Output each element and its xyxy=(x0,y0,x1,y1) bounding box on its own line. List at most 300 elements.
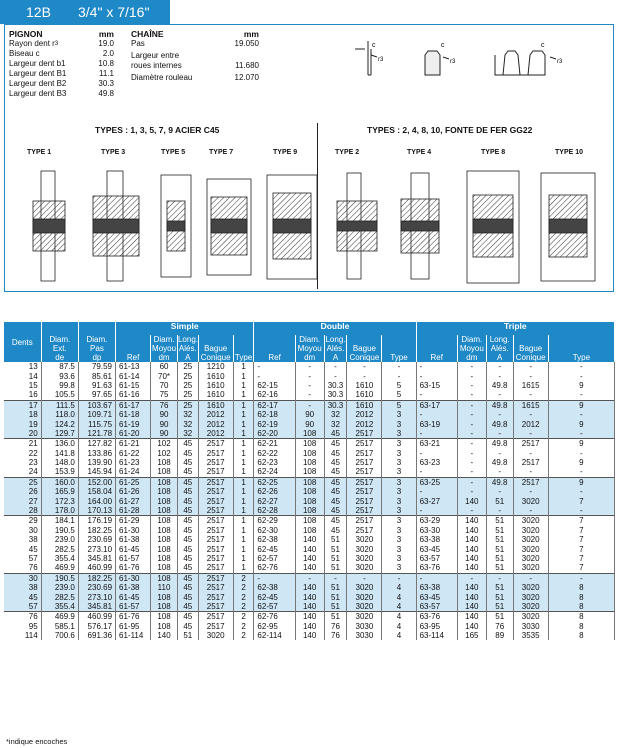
table-cell: 90 xyxy=(295,410,324,419)
table-cell: - xyxy=(295,390,324,400)
table-cell: 63-95 xyxy=(416,622,457,631)
table-cell: 61-38 xyxy=(116,583,151,592)
col-header: Diam. Moyou dm xyxy=(457,335,486,362)
table-cell: 2517 xyxy=(198,592,233,601)
pignon-value: 30.3 xyxy=(98,79,114,88)
table-cell: 108 xyxy=(295,439,324,449)
table-cell: - xyxy=(382,362,416,371)
table-cell: 4 xyxy=(382,622,416,631)
table-cell: 2517 xyxy=(198,602,233,612)
table-cell: 1 xyxy=(233,487,254,496)
table-cell: 108 xyxy=(295,487,324,496)
table-cell: 70* xyxy=(151,371,178,380)
col-header: Bague Conique xyxy=(347,335,382,362)
table-cell: 108 xyxy=(151,458,178,467)
table-cell: 90 xyxy=(151,410,178,419)
table-cell: 585.1 xyxy=(41,622,78,631)
table-cell: 57 xyxy=(4,554,41,563)
table-cell: 90 xyxy=(295,419,324,428)
table-cell: 9 xyxy=(548,381,614,390)
table-cell: 2517 xyxy=(347,458,382,467)
pignon-unit: mm xyxy=(98,29,114,39)
table-cell: 165.9 xyxy=(41,487,78,496)
table-cell: - xyxy=(457,506,486,516)
table-cell: 76 xyxy=(4,563,41,573)
table-cell: 62-27 xyxy=(254,496,295,505)
pignon-label: Rayon dent r xyxy=(9,39,55,48)
table-cell: 2517 xyxy=(347,526,382,535)
table-cell: 1 xyxy=(233,477,254,487)
table-cell: 355.4 xyxy=(41,554,78,563)
table-cell: 61-57 xyxy=(116,554,151,563)
table-cell: 51 xyxy=(324,563,347,573)
table-cell: 1 xyxy=(233,400,254,410)
table-cell: 140 xyxy=(295,544,324,553)
table-cell: 108 xyxy=(151,496,178,505)
table-cell: 97.65 xyxy=(78,390,115,400)
table-cell: 30.3 xyxy=(324,381,347,390)
table-cell: 182.25 xyxy=(78,526,115,535)
table-cell: 19 xyxy=(4,419,41,428)
table-cell: 45 xyxy=(177,467,198,477)
pignon-value: 11.1 xyxy=(99,69,114,78)
table-cell: - xyxy=(513,390,548,400)
table-cell: 1610 xyxy=(198,390,233,400)
table-cell: 108 xyxy=(295,506,324,516)
table-cell: 32 xyxy=(177,429,198,439)
table-cell: 63-23 xyxy=(416,458,457,467)
table-cell: - xyxy=(457,381,486,390)
table-cell: 108 xyxy=(295,496,324,505)
table-cell: - xyxy=(486,362,513,371)
table-cell: 63-38 xyxy=(416,535,457,544)
col-header: Diam. Moyou dm xyxy=(295,335,324,362)
table-cell: 118.0 xyxy=(41,410,78,419)
table-cell: 62-114 xyxy=(254,631,295,640)
table-cell: 18 xyxy=(4,410,41,419)
table-cell: 45 xyxy=(324,487,347,496)
table-cell: 61-95 xyxy=(116,622,151,631)
table-cell: 108 xyxy=(151,477,178,487)
table-cell: 140 xyxy=(457,592,486,601)
type-label: TYPE 7 xyxy=(209,149,234,156)
table-cell: 4 xyxy=(382,583,416,592)
table-cell: 108 xyxy=(295,516,324,526)
table-cell: - xyxy=(513,573,548,583)
table-cell: 75 xyxy=(151,390,178,400)
table-cell: 63-15 xyxy=(416,381,457,390)
table-cell: 2517 xyxy=(347,487,382,496)
table-row xyxy=(4,506,615,516)
table-cell: 5 xyxy=(382,400,416,410)
table-cell: 25 xyxy=(177,371,198,380)
table-cell: 17 xyxy=(4,400,41,410)
col-header: Diam. Pas dp xyxy=(78,322,115,362)
table-cell: 70 xyxy=(151,381,178,390)
col-header: Ref xyxy=(416,335,457,362)
table-cell: 51 xyxy=(324,592,347,601)
table-cell: 140 xyxy=(295,583,324,592)
header-bar xyxy=(0,0,170,24)
table-cell: 51 xyxy=(486,554,513,563)
table-cell: 8 xyxy=(548,583,614,592)
table-row xyxy=(4,487,615,496)
table-cell: 62-21 xyxy=(254,439,295,449)
table-cell: 3020 xyxy=(513,554,548,563)
table-cell: 2517 xyxy=(198,467,233,477)
table-cell: 51 xyxy=(486,535,513,544)
table-cell: - xyxy=(457,449,486,458)
col-header: Ref xyxy=(254,335,295,362)
col-header: Bague Conique xyxy=(513,335,548,362)
pignon-label: Largeur dent B2 xyxy=(9,79,67,88)
table-cell: 3 xyxy=(382,419,416,428)
table-cell: - xyxy=(513,410,548,419)
sprocket-drawings xyxy=(11,161,611,289)
table-cell: 49.8 xyxy=(486,439,513,449)
table-cell: - xyxy=(416,467,457,477)
table-cell: 61-20 xyxy=(116,429,151,439)
table-cell: 1610 xyxy=(347,381,382,390)
table-cell: 108 xyxy=(151,563,178,573)
table-cell: 30.3 xyxy=(324,400,347,410)
table-cell: 124.2 xyxy=(41,419,78,428)
table-row xyxy=(4,544,615,553)
table-cell: 108 xyxy=(295,526,324,535)
table-cell: 62-15 xyxy=(254,381,295,390)
table-cell: 3020 xyxy=(347,544,382,553)
table-cell: 51 xyxy=(486,516,513,526)
table-cell: 62-38 xyxy=(254,535,295,544)
table-cell: 79.59 xyxy=(78,362,115,371)
table-cell: 99.8 xyxy=(41,381,78,390)
table-cell: 148.0 xyxy=(41,458,78,467)
table-cell: - xyxy=(347,371,382,380)
table-cell: 164.00 xyxy=(78,496,115,505)
table-cell: 3 xyxy=(382,563,416,573)
table-cell: 61-30 xyxy=(116,526,151,535)
table-cell: 140 xyxy=(457,544,486,553)
table-cell: 24 xyxy=(4,467,41,477)
col-header: Dents xyxy=(4,322,41,362)
pignon-title: PIGNON xyxy=(9,29,43,39)
table-cell: - xyxy=(457,467,486,477)
table-cell: - xyxy=(295,381,324,390)
table-cell: 61-17 xyxy=(116,400,151,410)
table-cell: 145.94 xyxy=(78,467,115,477)
table-cell: 61-45 xyxy=(116,592,151,601)
table-cell: 108 xyxy=(295,429,324,439)
profile-c-label-1: c xyxy=(372,42,376,49)
table-cell: - xyxy=(486,573,513,583)
chaine-value: 12.070 xyxy=(234,73,259,82)
table-row xyxy=(4,477,615,487)
table-cell: 108 xyxy=(151,526,178,535)
table-cell: 51 xyxy=(486,526,513,535)
table-cell: 2517 xyxy=(198,573,233,583)
table-cell: - xyxy=(457,477,486,487)
types-acier-title: TYPES : 1, 3, 5, 7, 9 ACIER C45 xyxy=(95,125,220,135)
table-cell: 87.5 xyxy=(41,362,78,371)
table-cell: 30 xyxy=(4,573,41,583)
table-cell: - xyxy=(486,506,513,516)
table-cell: - xyxy=(457,429,486,439)
table-cell: 3 xyxy=(382,477,416,487)
table-cell: 4 xyxy=(382,631,416,640)
table-cell: 140 xyxy=(457,516,486,526)
table-cell: 2517 xyxy=(513,477,548,487)
table-cell: 178.0 xyxy=(41,506,78,516)
table-cell: 63-45 xyxy=(416,544,457,553)
table-cell: 61-16 xyxy=(116,390,151,400)
table-cell: 114 xyxy=(4,631,41,640)
table-cell: 8 xyxy=(548,592,614,601)
table-cell: 3020 xyxy=(347,554,382,563)
table-cell: - xyxy=(486,390,513,400)
table-cell: 2517 xyxy=(513,439,548,449)
table-cell: 139.90 xyxy=(78,458,115,467)
table-cell: 273.10 xyxy=(78,544,115,553)
table-cell: 1 xyxy=(233,544,254,553)
table-row xyxy=(4,516,615,526)
table-cell: 3030 xyxy=(513,622,548,631)
chain-size: 3/4" x 7/16" xyxy=(78,4,150,20)
table-cell: 30.3 xyxy=(324,390,347,400)
table-cell: 45 xyxy=(177,612,198,622)
table-cell: 2517 xyxy=(198,622,233,631)
table-cell: 469.9 xyxy=(41,612,78,622)
table-cell: 1 xyxy=(233,563,254,573)
table-cell: - xyxy=(457,439,486,449)
table-cell: 62-19 xyxy=(254,419,295,428)
table-cell: 61-38 xyxy=(116,535,151,544)
table-cell: - xyxy=(416,362,457,371)
table-cell: 45 xyxy=(177,449,198,458)
table-cell: 140 xyxy=(295,631,324,640)
table-cell: 76 xyxy=(486,622,513,631)
table-cell: 9 xyxy=(548,419,614,428)
pignon-row xyxy=(9,69,114,79)
table-cell: 61-30 xyxy=(116,573,151,583)
table-cell: 2517 xyxy=(347,477,382,487)
table-cell: 2 xyxy=(233,612,254,622)
table-cell: 45 xyxy=(324,429,347,439)
table-cell: - xyxy=(254,371,295,380)
table-cell: 2517 xyxy=(198,612,233,622)
table-cell: 3020 xyxy=(513,544,548,553)
table-cell: 345.81 xyxy=(78,554,115,563)
table-cell: 136.0 xyxy=(41,439,78,449)
table-cell: 1 xyxy=(233,506,254,516)
table-cell: 140 xyxy=(457,602,486,612)
col-header: Bague Conique xyxy=(198,335,233,362)
table-cell: 32 xyxy=(324,410,347,419)
table-cell: 1 xyxy=(233,439,254,449)
table-row xyxy=(4,583,615,592)
table-cell: 45 xyxy=(324,496,347,505)
table-cell: - xyxy=(457,458,486,467)
table-cell: - xyxy=(457,410,486,419)
table-cell: - xyxy=(548,506,614,516)
table-cell: 108 xyxy=(151,516,178,526)
table-cell: 4 xyxy=(382,592,416,601)
table-cell: 45 xyxy=(177,602,198,612)
table-cell: 61-24 xyxy=(116,467,151,477)
table-cell: 2517 xyxy=(198,496,233,505)
table-cell: 469.9 xyxy=(41,563,78,573)
table-cell: 127.82 xyxy=(78,439,115,449)
table-cell: 2 xyxy=(233,592,254,601)
table-cell: - xyxy=(295,573,324,583)
table-cell: - xyxy=(416,449,457,458)
table-cell: 140 xyxy=(457,583,486,592)
table-cell: 1 xyxy=(233,429,254,439)
table-cell: 51 xyxy=(486,592,513,601)
table-cell: 1 xyxy=(233,381,254,390)
table-cell: 9 xyxy=(548,400,614,410)
table-cell: 108 xyxy=(151,573,178,583)
table-cell: 184.1 xyxy=(41,516,78,526)
pignon-label: Largeur dent b1 xyxy=(9,59,66,68)
chaine-row xyxy=(131,51,259,71)
profile-r3-label-2: r3 xyxy=(450,59,456,65)
col-header: Type xyxy=(382,335,416,362)
table-cell: - xyxy=(513,506,548,516)
table-cell: 3030 xyxy=(347,631,382,640)
table-cell: 15 xyxy=(4,381,41,390)
table-cell: 26 xyxy=(4,487,41,496)
table-cell: - xyxy=(457,573,486,583)
table-cell: - xyxy=(548,467,614,477)
table-cell: 140 xyxy=(457,622,486,631)
table-cell: 460.99 xyxy=(78,612,115,622)
table-cell: 152.00 xyxy=(78,477,115,487)
table-cell: 61-114 xyxy=(116,631,151,640)
table-cell: 1610 xyxy=(347,400,382,410)
table-cell: 49.8 xyxy=(486,477,513,487)
table-cell: - xyxy=(416,371,457,380)
table-cell: 63-29 xyxy=(416,516,457,526)
table-cell: - xyxy=(513,371,548,380)
table-cell: 61-18 xyxy=(116,410,151,419)
table-cell: 62-17 xyxy=(254,400,295,410)
table-row xyxy=(4,526,615,535)
table-cell: 61-57 xyxy=(116,602,151,612)
table-cell: 63-38 xyxy=(416,583,457,592)
table-cell: 3020 xyxy=(513,563,548,573)
table-cell: 239.0 xyxy=(41,583,78,592)
table-cell: 165 xyxy=(457,631,486,640)
table-cell: - xyxy=(457,362,486,371)
table-cell: 3 xyxy=(382,535,416,544)
table-cell: 111.5 xyxy=(41,400,78,410)
table-row xyxy=(4,496,615,505)
table-cell: 700.6 xyxy=(41,631,78,640)
table-cell: 45 xyxy=(177,583,198,592)
table-cell: 355.4 xyxy=(41,602,78,612)
chaine-label: Pas xyxy=(131,39,145,48)
types-fonte-title: TYPES : 2, 4, 8, 10, FONTE DE FER GG22 xyxy=(367,125,533,135)
table-cell: 51 xyxy=(486,544,513,553)
table-cell: 190.5 xyxy=(41,526,78,535)
table-cell: 3020 xyxy=(513,535,548,544)
table-cell: 1 xyxy=(233,419,254,428)
table-cell: 2012 xyxy=(198,429,233,439)
chaine-title: CHAÎNE xyxy=(131,29,164,39)
table-cell: 140 xyxy=(457,535,486,544)
profile-r3-label-1: r3 xyxy=(378,57,384,63)
table-row xyxy=(4,429,615,439)
table-cell: 76 xyxy=(324,631,347,640)
table-cell: 62-18 xyxy=(254,410,295,419)
table-cell: 61-45 xyxy=(116,544,151,553)
table-cell: 108 xyxy=(295,458,324,467)
chaine-row xyxy=(131,39,259,49)
table-cell: 61-23 xyxy=(116,458,151,467)
col-header: Type xyxy=(548,335,614,362)
table-cell: 91.63 xyxy=(78,381,115,390)
table-cell: - xyxy=(254,362,295,371)
table-cell: 61-76 xyxy=(116,563,151,573)
table-cell: 45 xyxy=(177,554,198,563)
table-cell: - xyxy=(486,449,513,458)
table-cell: 51 xyxy=(324,535,347,544)
table-cell: 1610 xyxy=(198,400,233,410)
table-cell: 49.8 xyxy=(486,381,513,390)
table-cell: 282.5 xyxy=(41,592,78,601)
tooth-profiles xyxy=(345,35,575,85)
table-cell: - xyxy=(548,487,614,496)
table-cell: - xyxy=(457,419,486,428)
table-cell: 61-14 xyxy=(116,371,151,380)
table-cell: 25 xyxy=(177,381,198,390)
table-cell: 1 xyxy=(233,526,254,535)
table-cell: 62-76 xyxy=(254,563,295,573)
table-cell: 63-45 xyxy=(416,592,457,601)
table-cell: - xyxy=(513,487,548,496)
table-cell: 153.9 xyxy=(41,467,78,477)
table-cell: 2517 xyxy=(513,458,548,467)
type-label: TYPE 3 xyxy=(101,149,126,156)
table-cell: 61-29 xyxy=(116,516,151,526)
col-header: Long. Alés. A xyxy=(486,335,513,362)
table-cell: 62-57 xyxy=(254,554,295,563)
table-cell: 76 xyxy=(324,622,347,631)
col-header: Diam. Ext. de xyxy=(41,322,78,362)
table-cell: 45 xyxy=(177,526,198,535)
table-cell: 62-29 xyxy=(254,516,295,526)
table-cell: 102 xyxy=(151,439,178,449)
type-label: TYPE 2 xyxy=(335,149,360,156)
table-cell: - xyxy=(416,410,457,419)
table-cell: 45 xyxy=(324,449,347,458)
table-cell: 108 xyxy=(151,487,178,496)
table-cell: 140 xyxy=(457,526,486,535)
table-cell: 140 xyxy=(457,496,486,505)
pignon-row xyxy=(9,59,114,69)
table-cell: - xyxy=(324,573,347,583)
table-cell: 45 xyxy=(324,467,347,477)
pignon-row xyxy=(9,49,114,59)
table-cell: 1210 xyxy=(198,362,233,371)
table-cell: 5 xyxy=(382,390,416,400)
table-cell: 345.81 xyxy=(78,602,115,612)
col-header: Long. Alés. A xyxy=(325,335,346,362)
table-cell: 7 xyxy=(548,516,614,526)
table-cell: 51 xyxy=(486,583,513,592)
table-cell: - xyxy=(382,371,416,380)
table-row xyxy=(4,449,615,458)
